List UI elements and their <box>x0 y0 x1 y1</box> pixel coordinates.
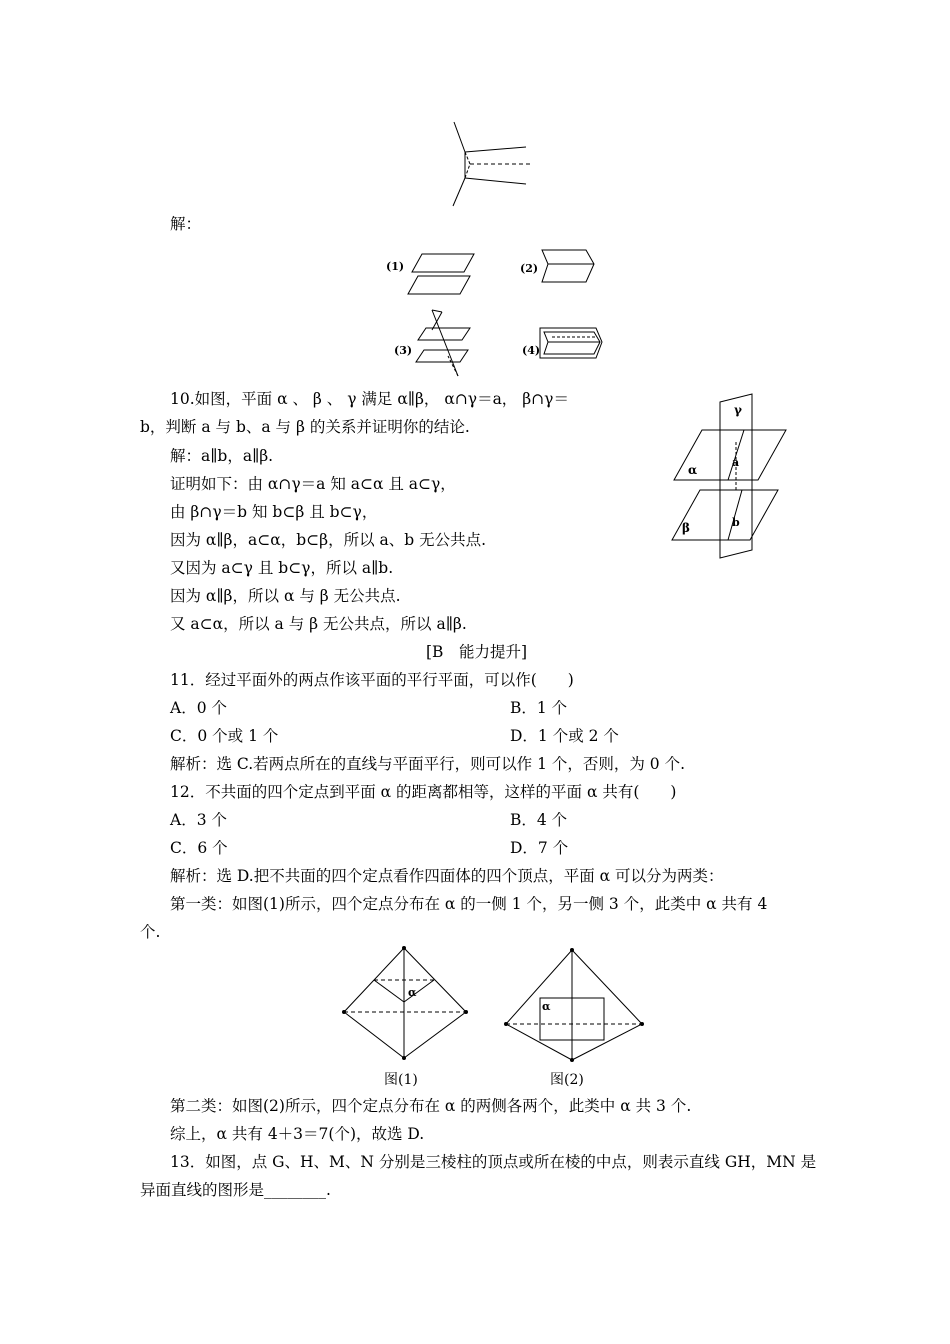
q12-option-b: B．4 个 <box>510 811 568 829</box>
dihedral-figure <box>440 118 540 210</box>
q10-line-6: 因为 α∥β，a⊂α，b⊂β，所以 a、b 无公共点. <box>170 531 487 549</box>
solution-figures <box>380 238 620 378</box>
fig-label-4: (4) <box>522 344 541 357</box>
q12-case1-line2: 个. <box>140 923 161 941</box>
tetrahedron-figures <box>336 940 652 1090</box>
q12-option-d: D．7 个 <box>510 839 569 857</box>
q11-answer: 解析：选 C.若两点所在的直线与平面平行，则可以作 1 个，否则，为 0 个. <box>170 755 686 773</box>
q12-answer: 解析：选 D.把不共面的四个定点看作四面体的四个顶点，平面 α 可以分为两类： <box>170 867 724 885</box>
caption-fig1: 图(1) <box>384 1072 418 1088</box>
q10-line-2: b，判断 a 与 b、a 与 β 的关系并证明你的结论. <box>140 418 470 436</box>
caption-fig2: 图(2) <box>550 1072 584 1088</box>
q10-line-8: 因为 α∥β，所以 α 与 β 无公共点. <box>170 587 401 605</box>
fig-label-2: (2) <box>520 262 539 275</box>
tetra2-alpha: α <box>542 1000 551 1013</box>
q11-stem: 11．经过平面外的两点作该平面的平行平面，可以作( ) <box>170 671 574 689</box>
q13-line-2: 异面直线的图形是________. <box>140 1181 331 1199</box>
q10-line-9: 又 a⊂α，所以 a 与 β 无公共点，所以 a∥β. <box>170 615 467 633</box>
q13-line-1: 13．如图，点 G、H、M、N 分别是三棱柱的顶点或所在棱的中点，则表示直线 GH，MN 是 <box>170 1153 817 1171</box>
q12-option-c: C．6 个 <box>170 839 228 857</box>
q12-case1-line1: 第一类：如图(1)所示，四个定点分布在 α 的一侧 1 个，另一侧 3 个，此类中 α 共有 4 <box>170 895 768 913</box>
label-beta: β <box>682 521 690 535</box>
q12-stem: 12．不共面的四个定点到平面 α 的距离都相等，这样的平面 α 共有( ) <box>170 783 677 801</box>
label-alpha: α <box>688 463 698 477</box>
q10-line-5: 由 β∩γ＝b 知 b⊂β 且 b⊂γ， <box>170 503 378 521</box>
fig-label-1: (1) <box>386 260 405 273</box>
q10-line-3: 解：a∥b，a∥β. <box>170 447 274 465</box>
q11-option-a: A．0 个 <box>170 699 227 717</box>
q11-option-c: C．0 个或 1 个 <box>170 727 279 745</box>
q10-line-1: 10.如图，平面 α 、 β 、 γ 满足 α∥β， α∩γ＝a， β∩γ＝ <box>170 390 569 408</box>
q11-option-d: D．1 个或 2 个 <box>510 727 619 745</box>
q10-figure <box>670 392 792 562</box>
q10-line-4: 证明如下：由 α∩γ＝a 知 a⊂α 且 a⊂γ， <box>170 475 456 493</box>
label-b: b <box>732 516 740 529</box>
q10-line-7: 又因为 a⊂γ 且 b⊂γ，所以 a∥b. <box>170 559 394 577</box>
solution-label: 解： <box>170 215 202 233</box>
section-b-heading: [B 能力提升] <box>426 643 527 661</box>
q12-option-a: A．3 个 <box>170 811 227 829</box>
tetra1-alpha: α <box>408 986 417 999</box>
label-gamma: γ <box>734 403 742 417</box>
label-a: a <box>732 456 740 469</box>
q11-option-b: B．1 个 <box>510 699 568 717</box>
q12-summary: 综上，α 共有 4＋3＝7(个)，故选 D. <box>170 1125 425 1143</box>
fig-label-3: (3) <box>394 344 413 357</box>
q12-case2: 第二类：如图(2)所示，四个定点分布在 α 的两侧各两个，此类中 α 共 3 个. <box>170 1097 692 1115</box>
